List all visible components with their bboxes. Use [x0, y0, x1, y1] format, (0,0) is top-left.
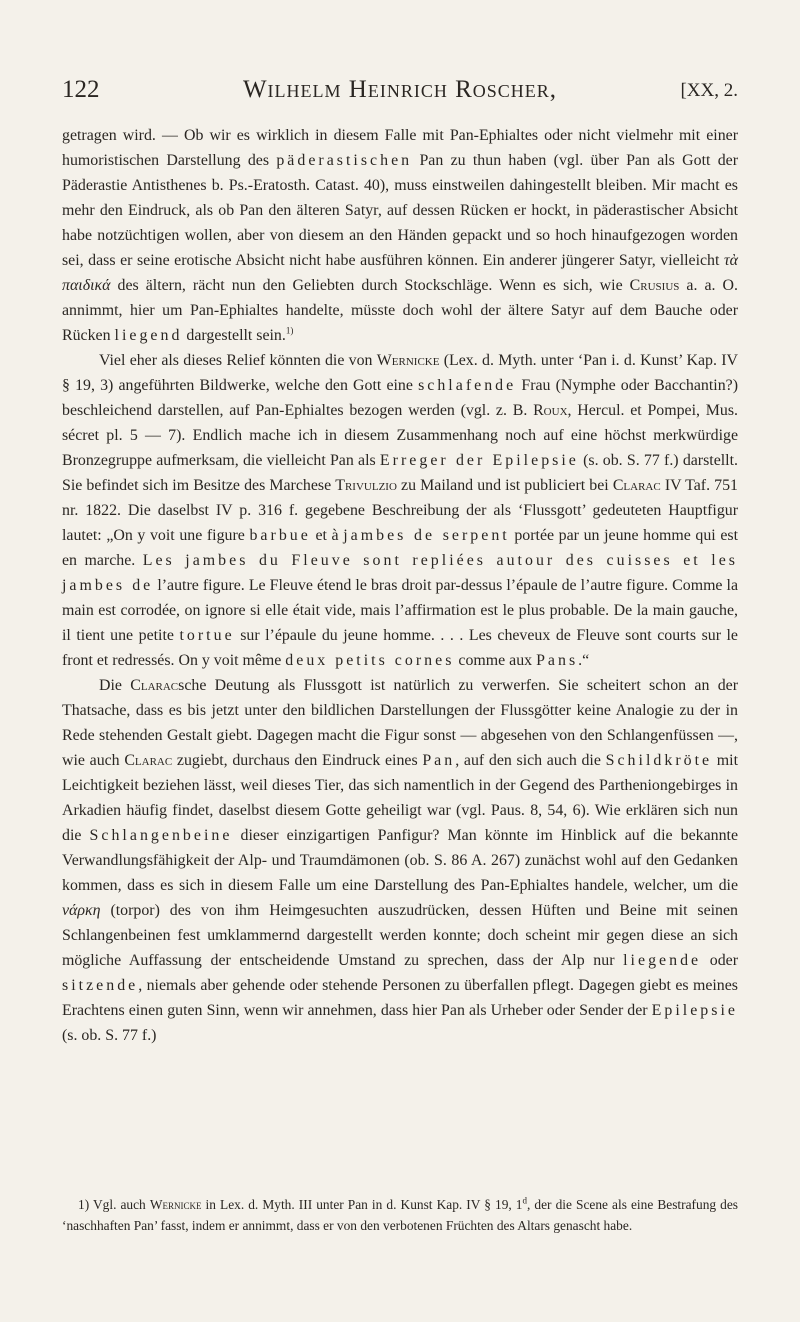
paragraph-1: getragen wird. — Ob wir es wirklich in diesem Falle mit Pan-Ephialtes oder nicht vielmehr mit einer humoristischen Darstellung des päderastischen Pan zu thun haben (vgl. über Pan als Gott der Päderastie Antisthenes b. Ps.-Eratosth. Catast. 40), muss einstweilen dahingestellt bleiben. Mir macht es mehr den Eindruck, als ob Pan den älteren Satyr, auf dessen Rücken er hockt, in päderastischer Absicht habe notzüchtigen wollen, aber von diesem an den Händen gepackt und so hoch hinaufgezogen worden sei, dass er seine erotische Absicht nicht habe ausführen können. Ein anderer jüngerer Satyr, vielleicht τὰ παιδικά des ältern, rächt nun den Geliebten durch Stockschläge. Wenn es sich, wie Crusius a. a. O. annimmt, hier um Pan-Ephialtes handelte, müsste doch wohl der ältere Satyr auf dem Bauche oder Rücken liegend dargestellt sein.$^{1)}$ [62, 127, 738, 344]
issue-reference: [XX, 2. [680, 80, 738, 101]
running-head: Wilhelm Heinrich Roscher, [242, 76, 558, 103]
body-text [62, 123, 738, 1048]
page-number: 122 [62, 76, 100, 103]
footnote-ref: 1) [285, 325, 294, 336]
paragraph-2: Viel eher als dieses Relief könnten die von Wernicke (Lex. d. Myth. unter ‘Pan i. d. Kunst’ Kap. IV § 19, 3) angeführten Bildwerke, welche den Gott eine schlafende Frau (Nymphe oder Bacchantin?) beschleichend darstellen, auf Pan-Ephialtes bezogen werden (vgl. z. B. Roux, Hercul. et Pompei, Mus. sécret pl. 5 — 7). Endlich mache ich in diesem Zusammenhang noch auf eine höchst merkwürdige Bronzegruppe aufmerksam, die vielleicht Pan als Erreger der Epilepsie (s. ob. S. 77 f.) darstellt. Sie befindet sich im Besitze des Marchese Trivulzio zu Mailand und ist publiciert bei Clarac IV Taf. 751 nr. 1822. Die daselbst IV p. 316 f. gegebene Beschreibung der als ‘Flussgott’ gedeuteten Hauptfigur lautet: „On y voit une figure barbue et à jambes de serpent portée par un jeune homme qui est en marche. Les jambes du Fleuve sont repliées autour des cuisses et les jambes de l’autre figure. Le Fleuve étend le bras droit par-dessus l’épaule de l’autre figure. Comme la main est corrodée, on ignore si elle était vide, mais l’affirmation est le plus probable. De la main gauche, il tient une petite tortue sur l’épaule du jeune homme. . . . Les cheveux de Fleuve sont courts sur le front et redressés. On y voit même deux petits cornes comme aux Pans.“ [62, 352, 739, 669]
paragraph-3: Die Claracsche Deutung als Flussgott ist natürlich zu verwerfen. Sie scheitert schon an der Thatsache, dass es bis jetzt unter den bildlichen Darstellungen der Flussgötter keine Analogie zu der in Rede stehenden Gestalt giebt. Dagegen macht die Figur sonst — abgesehen von den Schlangenfüssen —, wie auch Clarac zugiebt, durchaus den Eindruck eines Pan, auf den sich auch die Schildkröte mit Leichtigkeit beziehen lässt, weil dieses Tier, das sich namentlich in der Gegend des Partheniongebirges in Arkadien häufig findet, daselbst diesem Gotte geheiligt war (vgl. Paus. 8, 54, 6). Wie erklären sich nun die Schlangenbeine dieser einzigartigen Panfigur? Man könnte im Hinblick auf die bekannte Verwandlungsfähigkeit der Alp- und Traumdämonen (ob. S. 86 A. 267) zunächst wohl auf den Gedanken kommen, dass es sich in diesem Falle um eine Darstellung des Pan-Ephialtes handele, welcher, um die νάρκη (torpor) des von ihm Heimgesuchten auszudrücken, dessen Hüften und Beine mit seinen Schlangenbeinen fest umklammernd dargestellt werden konnte; doch scheint mir gegen diese an sich mögliche Auffassung der entscheidende Umstand zu sprechen, dass der Alp nur liegende oder sitzende, niemals aber gehende oder stehende Personen zu überfallen pflegt. Dagegen giebt es meines Erachtens einen guten Sinn, wenn wir annehmen, dass hier Pan als Urheber oder Sender der Epilepsie (s. ob. S. 77 f.) [62, 677, 738, 1044]
footnotes [62, 1194, 738, 1236]
footnote: 1) Vgl. auch Wernicke in Lex. d. Myth. III unter Pan in d. Kunst Kap. IV § 19, 1$^d$, der die Scene als eine Bestrafung des ‘naschhaften Pan’ fasst, indem er annimmt, dass er von den verbotenen Früchten des Altars genascht habe. [62, 1195, 738, 1233]
page-header [62, 76, 738, 106]
